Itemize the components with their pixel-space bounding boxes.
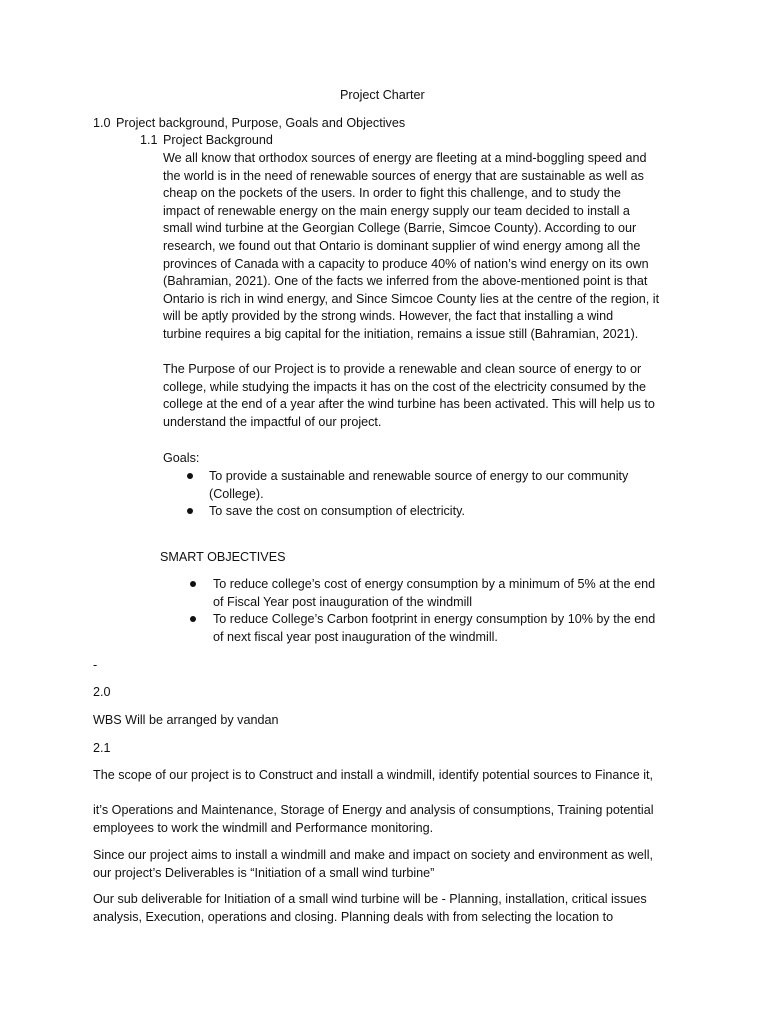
paragraph-line: small wind turbine at the Georgian College (Barrie, Simcoe County). According to our [163,221,637,236]
bullet-icon [190,616,196,622]
paragraph-line: college, while studying the impacts it has on the cost of the electricity consumed by the [163,379,647,394]
list-item-line: (College). [209,486,264,501]
paragraph-line: impact of renewable energy on the main energy supply our team decided to install a [163,203,630,218]
purpose-paragraph [163,361,655,431]
goal-item [209,468,628,503]
bullet-icon [187,473,193,479]
background-paragraph [163,150,659,344]
paragraph-line: Ontario is rich in wind energy, and Since Simcoe County lies at the centre of the region, it [163,291,660,306]
page-title: Project Charter [340,88,425,102]
goals-label: Goals: [163,451,200,465]
subsection-1-1-heading: Project Background [163,133,273,147]
list-item-line: of next fiscal year post inauguration of the windmill. [213,629,498,644]
paragraph-line: college at the end of a year after the wind turbine has been activated. This will help us to [163,397,655,412]
paragraph-line: analysis, Execution, operations and closing. Planning deals with from selecting the location to [93,909,614,924]
bullet-icon [187,508,193,514]
section-2-number: 2.0 [93,685,111,699]
goal-item [209,503,465,521]
list-item-line: of Fiscal Year post inauguration of the windmill [213,594,473,609]
list-item-line: To reduce College’s Carbon footprint in energy consumption by 10% by the end [213,612,656,626]
paragraph-line: the world is in the need of renewable sources of energy that are sustainable as well as [163,168,644,183]
subsection-2-1-number: 2.1 [93,741,111,755]
list-item-line: To provide a sustainable and renewable source of energy to our community [209,469,629,483]
paragraph-line: Our sub deliverable for Initiation of a small wind turbine will be - Planning, installation, critical issues [93,892,647,906]
separator-dash: - [93,658,98,672]
paragraph-line: Since our project aims to install a windmill and make and impact on society and environment as well, [93,848,653,862]
paragraph-line: research, we found out that Ontario is dominant supplier of wind energy among all the [163,238,641,253]
smart-objective-item [213,576,655,611]
paragraph-line: cheap on the pockets of the users. In order to fight this challenge, and to study the [163,186,621,201]
section-1-heading: Project background, Purpose, Goals and Objectives [116,116,406,130]
paragraph-line: will be aptly provided by the strong winds. However, the fact that installing a wind [163,309,614,324]
wbs-note: WBS Will be arranged by vandan [93,713,279,727]
list-item-line: To save the cost on consumption of electricity. [209,504,465,518]
paragraph-line: it’s Operations and Maintenance, Storage of Energy and analysis of consumptions, Training potential [93,803,654,817]
smart-objective-item [213,611,655,646]
paragraph-line: turbine requires a big capital for the initiation, remains a issue still (Bahramian, 2021). [163,326,639,341]
operations-paragraph [93,802,654,837]
subsection-1-1-number: 1.1 [140,133,158,147]
smart-objectives-label: SMART OBJECTIVES [160,550,286,564]
deliverables-paragraph [93,847,653,882]
paragraph-line: provinces of Canada with a capacity to produce 40% of nation’s wind energy on its own [163,256,649,271]
paragraph-line: understand the impactful of our project. [163,414,382,429]
paragraph-line: We all know that orthodox sources of energy are fleeting at a mind-boggling speed and [163,151,647,165]
paragraph-line: (Bahramian, 2021). One of the facts we inferred from the above-mentioned point is that [163,274,648,289]
list-item-line: To reduce college’s cost of energy consumption by a minimum of 5% at the end [213,577,656,591]
paragraph-line: our project’s Deliverables is “Initiation of a small wind turbine” [93,865,435,880]
scope-paragraph: The scope of our project is to Construct and install a windmill, identify potential sources to Finance it, [93,768,653,782]
sub-deliverables-paragraph [93,891,647,926]
paragraph-line: The Purpose of our Project is to provide a renewable and clean source of energy to or [163,362,642,376]
paragraph-line: employees to work the windmill and Performance monitoring. [93,820,434,835]
bullet-icon [190,581,196,587]
section-1-number: 1.0 [93,116,111,130]
